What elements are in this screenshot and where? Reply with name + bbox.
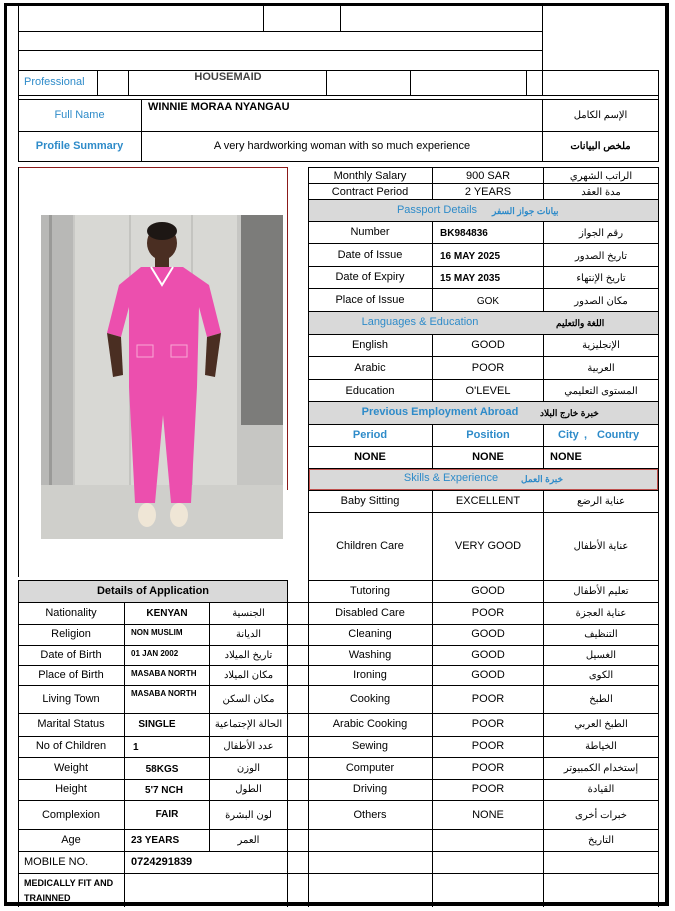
issue-date-ar: تاريخ الصدور — [574, 251, 628, 262]
pob-ar: مكان الميلاد — [223, 670, 274, 681]
weight-label: Weight — [53, 762, 89, 774]
marital-label: Marital Status — [37, 718, 105, 730]
dob-label: Date of Birth — [40, 649, 102, 661]
employment-title-ar: خبرة خارج البلاد — [540, 408, 599, 418]
marital-value: SINGLE — [138, 719, 176, 730]
profile-summary-ar: ملخص البيانات — [570, 141, 631, 152]
skill-label-5: Washing — [348, 649, 392, 661]
application-title: Details of Application — [96, 585, 210, 597]
skill-value-8: POOR — [471, 718, 505, 730]
education-value: O'LEVEL — [465, 385, 511, 397]
issue-date-value: 16 MAY 2025 — [440, 251, 501, 262]
skill-label-12: Others — [353, 809, 387, 821]
passport-number-ar: رقم الجواز — [578, 228, 624, 239]
children-value: 1 — [133, 742, 139, 753]
passport-title: Passport Details — [396, 204, 478, 216]
weight-value: 58KGS — [145, 764, 179, 775]
passport-title-ar: بيانات جواز السفر — [492, 206, 559, 216]
education-label: Education — [345, 385, 395, 397]
arabic-label: Arabic — [354, 362, 386, 374]
nationality-ar: الجنسية — [232, 608, 265, 619]
applicant-photo — [41, 215, 283, 539]
skill-label-8: Arabic Cooking — [332, 718, 408, 730]
passport-number-value: BK984836 — [440, 228, 488, 239]
skill-label-4: Cleaning — [348, 628, 392, 640]
skill-value-12: NONE — [472, 809, 504, 821]
english-label: English — [351, 339, 389, 351]
living-town-value: MASABA NORTH — [131, 689, 197, 698]
expiry-date-value: 15 MAY 2035 — [440, 273, 501, 284]
place-of-issue-value: GOK — [476, 296, 500, 307]
languages-title-ar: اللغة والتعليم — [556, 318, 605, 328]
skill-value-11: POOR — [471, 783, 505, 795]
languages-title: Languages & Education — [361, 316, 479, 328]
height-ar: الطول — [235, 784, 262, 795]
weight-ar: الوزن — [236, 763, 261, 774]
skill-ar-6: الكوى — [588, 670, 614, 681]
skill-ar-7: الطبخ — [589, 694, 613, 705]
education-ar: المستوى التعليمي — [564, 386, 638, 397]
skill-ar-4: التنظيف — [584, 629, 618, 640]
full-name-value: WINNIE MORAA NYANGAU — [148, 101, 290, 113]
expiry-date-label: Date of Expiry — [335, 271, 405, 283]
employment-col-position: Position — [466, 429, 510, 441]
english-ar: الإنجليزية — [582, 340, 620, 351]
passport-number-label: Number — [350, 226, 390, 238]
employment-title: Previous Employment Abroad — [361, 406, 519, 418]
mobile-label: MOBILE NO. — [24, 856, 89, 868]
mobile-value: 0724291839 — [131, 856, 193, 868]
skill-ar-2: تعليم الأطفال — [573, 586, 629, 597]
dob-ar: تاريخ الميلاد — [224, 650, 273, 661]
full-name-label: Full Name — [54, 109, 105, 121]
place-of-issue-ar: مكان الصدور — [574, 296, 628, 307]
contract-label: Contract Period — [331, 186, 409, 198]
skill-value-3: POOR — [471, 607, 505, 619]
skill-label-9: Sewing — [351, 740, 389, 752]
medical-label-line2: TRAINNED — [24, 893, 71, 903]
religion-ar: الديانة — [235, 629, 262, 640]
employment-position-value: NONE — [472, 451, 504, 463]
skill-ar-5: الغسيل — [585, 650, 617, 661]
skill-value-0: EXCELLENT — [455, 495, 521, 507]
employment-col-period: Period — [352, 429, 388, 441]
skill-ar-10: إستخدام الكمبيوتر — [563, 763, 639, 774]
professional-label: Professional — [24, 76, 85, 88]
skill-value-1: VERY GOOD — [454, 540, 522, 552]
profile-summary-value: A very hardworking woman with so much experience — [213, 140, 471, 152]
monthly-salary-value: 900 SAR — [465, 170, 511, 182]
nationality-label: Nationality — [45, 607, 97, 619]
skill-ar-1: عناية الأطفال — [573, 541, 629, 552]
complexion-ar: لون البشرة — [225, 810, 272, 821]
living-town-ar: مكان السكن — [222, 694, 275, 705]
skill-ar-8: الطبخ العربي — [574, 719, 628, 730]
employment-city-value: NONE — [550, 451, 582, 463]
arabic-ar: العربية — [587, 363, 615, 374]
monthly-salary-label: Monthly Salary — [333, 170, 407, 182]
english-value: GOOD — [471, 339, 505, 351]
pob-value: MASABA NORTH — [131, 669, 197, 678]
contract-value: 2 YEARS — [464, 186, 512, 198]
contract-ar: مدة العقد — [581, 187, 621, 198]
expiry-date-ar: تاريخ الإنتهاء — [576, 273, 626, 284]
employment-period-value: NONE — [354, 451, 386, 463]
skill-label-2: Tutoring — [350, 585, 390, 597]
marital-ar: الحالة الإجتماعية — [214, 719, 283, 730]
skills-title-ar: خبرة العمل — [521, 474, 564, 484]
age-ar: العمر — [237, 835, 260, 846]
profession-value: HOUSEMAID — [194, 71, 262, 83]
skill-value-6: GOOD — [471, 669, 505, 681]
height-label: Height — [55, 783, 87, 795]
skill-label-0: Baby Sitting — [340, 495, 400, 507]
employment-col-sep: , — [584, 429, 588, 441]
pob-label: Place of Birth — [38, 669, 104, 681]
dob-value: 01 JAN 2002 — [131, 649, 179, 658]
nationality-value: KENYAN — [146, 608, 188, 619]
employment-col-country: Country — [597, 429, 640, 441]
skill-value-9: POOR — [471, 740, 505, 752]
children-label: No of Children — [35, 740, 107, 752]
religion-label: Religion — [51, 628, 91, 640]
religion-value: NON MUSLIM — [131, 628, 183, 637]
skill-label-1: Children Care — [336, 540, 404, 552]
skill-ar-0: عناية الرضع — [576, 496, 626, 507]
complexion-label: Complexion — [41, 809, 101, 821]
skill-ar-13: التاريخ — [588, 835, 614, 846]
skill-label-6: Ironing — [353, 669, 387, 681]
height-value: 5'7 NCH — [145, 785, 183, 796]
skill-label-7: Cooking — [349, 693, 391, 705]
skill-ar-3: عناية العجزة — [575, 608, 627, 619]
skill-label-11: Driving — [352, 783, 388, 795]
skill-value-4: GOOD — [471, 628, 505, 640]
children-ar: عدد الأطفال — [223, 741, 274, 752]
full-name-ar: الإسم الكامل — [573, 110, 628, 121]
skill-value-10: POOR — [471, 762, 505, 774]
skill-value-2: GOOD — [471, 585, 505, 597]
skill-value-5: GOOD — [471, 649, 505, 661]
skill-ar-12: خبرات أخرى — [575, 810, 627, 821]
complexion-value: FAIR — [155, 809, 179, 820]
skill-ar-11: القيادة — [587, 784, 615, 795]
skill-label-10: Computer — [345, 762, 395, 774]
living-town-label: Living Town — [42, 693, 100, 705]
arabic-value: POOR — [471, 362, 505, 374]
age-label: Age — [61, 834, 81, 846]
skills-title: Skills & Experience — [403, 472, 499, 484]
skill-value-7: POOR — [471, 693, 505, 705]
employment-col-city: City — [558, 429, 579, 441]
issue-date-label: Date of Issue — [337, 249, 403, 261]
profile-summary-label: Profile Summary — [35, 140, 124, 152]
medical-label-line1: MEDICALLY FIT AND — [24, 878, 114, 888]
place-of-issue-label: Place of Issue — [335, 294, 405, 306]
monthly-salary-ar: الراتب الشهري — [569, 171, 633, 182]
skill-label-3: Disabled Care — [335, 607, 405, 619]
skill-ar-9: الخياطة — [585, 741, 617, 752]
age-value: 23 YEARS — [131, 835, 180, 846]
